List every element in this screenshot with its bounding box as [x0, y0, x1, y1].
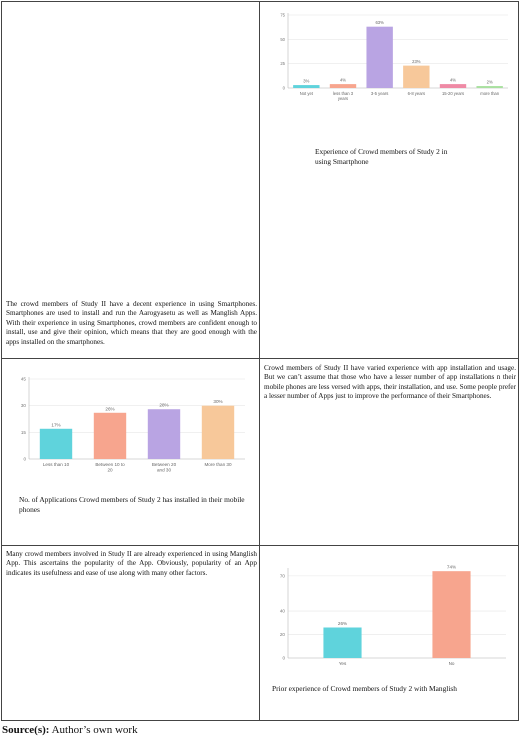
x-tick-label: less than 3 [332, 91, 354, 96]
x-tick-label: More than 30 [204, 462, 232, 467]
row3-chart-cell [259, 545, 519, 721]
y-tick-label: 30 [20, 403, 26, 409]
y-tick-label: 75 [280, 12, 285, 18]
row1-caption: Experience of Crowd members of Study 2 in using Smartphone [315, 147, 448, 166]
data-label: 23% [412, 59, 421, 65]
data-label: 17% [51, 422, 61, 428]
chart-smartphone-experience [266, 7, 514, 112]
x-tick-label: Yes [338, 661, 347, 666]
y-tick-label: 15 [20, 429, 26, 435]
bar [40, 429, 72, 459]
data-label: 30% [213, 399, 223, 405]
bar [293, 85, 319, 88]
y-tick-label: 0 [23, 456, 26, 462]
row2-chart-cell [1, 358, 260, 546]
x-tick-label: Between 10 to [95, 462, 125, 467]
y-tick-label: 45 [20, 376, 26, 382]
bar [94, 413, 126, 459]
x-tick-label: Less than 10 [42, 462, 70, 467]
x-tick-label: 3-5 years [370, 91, 389, 96]
data-label: 63% [375, 20, 384, 26]
source-text: Author’s own work [49, 724, 138, 736]
source-label: Source(s): [2, 724, 50, 736]
x-tick-label: 20 [107, 467, 113, 473]
x-tick-label: 15-20 years [441, 91, 465, 96]
bar [432, 571, 470, 658]
y-tick-label: 0 [282, 85, 285, 91]
row2-text-cell [259, 358, 519, 546]
data-label: 4% [449, 77, 457, 83]
bar [148, 409, 180, 459]
y-tick-label: 50 [280, 36, 285, 42]
row2-caption: No. of Applications Crowd members of Study 2 has installed in their mobile phones [19, 495, 245, 514]
bar [440, 84, 466, 88]
y-tick-label: 0 [282, 655, 285, 661]
data-label: 26% [337, 620, 348, 626]
row3-text-cell [1, 545, 260, 721]
y-tick-label: 20 [279, 632, 285, 638]
x-tick-label: 6-8 years [407, 91, 426, 96]
bar [476, 86, 502, 88]
y-tick-label: 70 [279, 573, 285, 579]
row1-chart-cell [259, 1, 519, 359]
x-tick-label: No [448, 661, 455, 666]
x-tick-label: and 30 [156, 467, 172, 473]
x-tick-label: Between 20 [151, 462, 177, 467]
row1-text-cell [1, 1, 260, 359]
chart-apps-installed [9, 369, 253, 491]
data-label: 4% [339, 77, 347, 83]
data-label: 28% [159, 402, 169, 408]
row3-text: Many crowd members involved in Study II are already experienced in using Manglish App. This ascertains the popularity of the App. Obviously, popularity of an App indicates its usefulness and ease of use along with many other factors. [6, 550, 257, 577]
bar [202, 406, 234, 459]
bar [366, 27, 392, 88]
x-tick-label: more than [480, 91, 500, 96]
row3-caption: Prior experience of Crowd members of Study 2 with Manglish [272, 684, 457, 693]
row1-text: The crowd members of Study II have a decent experience in using Smartphones. Smartphones are used to install and run the Aarogyasetu as well as Manglish Apps. With their experience in using Smartphones, crowd members are confident enough to install, use and give their opinion, which means that they are good enough with the apps installed on the smartphones. [6, 300, 257, 346]
y-tick-label: 40 [279, 608, 285, 614]
chart-manglish-experience [266, 560, 514, 678]
data-label: 26% [105, 406, 115, 412]
data-label: 2% [486, 79, 493, 85]
x-tick-label: years [337, 96, 349, 102]
bar [330, 84, 356, 88]
x-tick-label: Not yet [299, 91, 313, 96]
data-label: 74% [446, 564, 457, 570]
bar [323, 627, 361, 658]
source-note [2, 724, 138, 736]
row2-text: Crowd members of Study II have varied experience with app installation and usage. But we can’t assume that those who have a lesser number of app installations n their mobile phones are less versed with apps, their installation, and use. Some people prefer a lesser number of Apps just to improve the performance of their Smartphones. [264, 364, 516, 401]
bar [403, 66, 429, 88]
y-tick-label: 25 [280, 61, 285, 67]
data-label: 3% [303, 78, 310, 84]
